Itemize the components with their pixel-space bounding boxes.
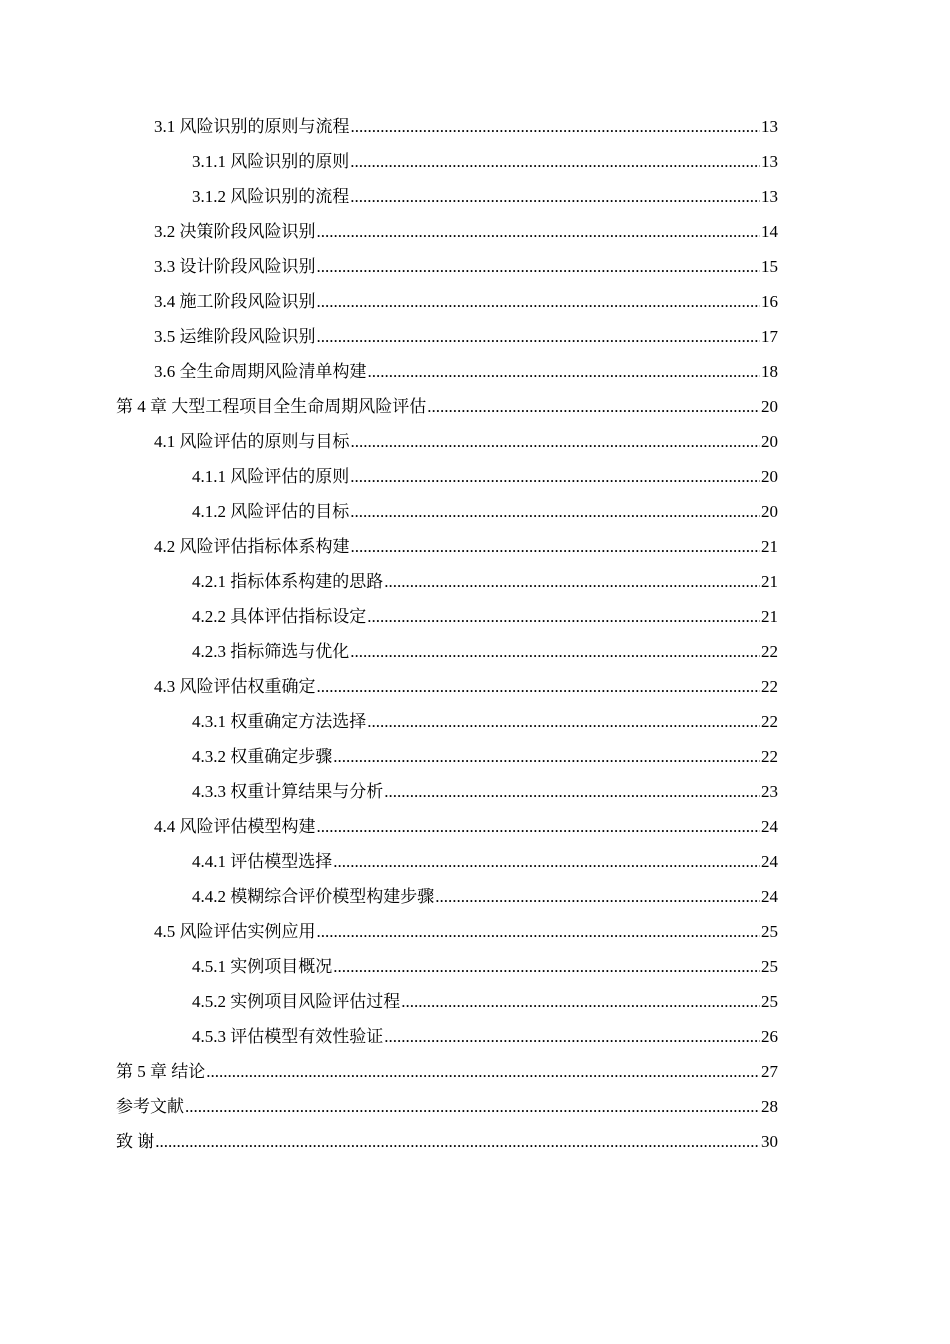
- toc-page-number: 25: [761, 992, 778, 1011]
- toc-dot-leader: [333, 740, 760, 774]
- toc-entry[interactable]: [192, 495, 778, 529]
- toc-dot-leader: [367, 600, 760, 634]
- toc-entry-title: 4.2.3 指标筛选与优化: [192, 642, 350, 661]
- toc-entry[interactable]: [154, 285, 778, 319]
- toc-page-number: 18: [761, 362, 778, 381]
- toc-page-number: 20: [761, 467, 778, 486]
- toc-dot-leader: [351, 425, 761, 459]
- toc-entry[interactable]: [154, 425, 778, 459]
- toc-dot-leader: [368, 355, 761, 389]
- toc-page-number: 22: [761, 642, 778, 661]
- toc-entry[interactable]: [154, 810, 778, 844]
- toc-entry-title: 4.3.1 权重确定方法选择: [192, 712, 367, 731]
- toc-dot-leader: [317, 320, 761, 354]
- toc-dot-leader: [350, 635, 760, 669]
- toc-page-number: 14: [761, 222, 778, 241]
- toc-dot-leader: [384, 565, 760, 599]
- toc-entry-title: 4.5.2 实例项目风险评估过程: [192, 992, 401, 1011]
- toc-page-number: 13: [761, 117, 778, 136]
- toc-entry[interactable]: [192, 950, 778, 984]
- toc-dot-leader: [384, 775, 760, 809]
- toc-dot-leader: [350, 180, 760, 214]
- toc-entry[interactable]: [116, 1055, 778, 1089]
- toc-entry-title: 3.5 运维阶段风险识别: [154, 327, 316, 346]
- toc-entry[interactable]: [192, 705, 778, 739]
- toc-dot-leader: [384, 1020, 760, 1054]
- toc-entry-title: 3.2 决策阶段风险识别: [154, 222, 316, 241]
- toc-entry[interactable]: [154, 320, 778, 354]
- toc-entry[interactable]: [192, 180, 778, 214]
- toc-entry-title: 4.3.3 权重计算结果与分析: [192, 782, 384, 801]
- toc-page-number: 21: [761, 607, 778, 626]
- toc-entry[interactable]: [154, 530, 778, 564]
- toc-page-number: 24: [761, 817, 778, 836]
- toc-entry-title: 4.3 风险评估权重确定: [154, 677, 316, 696]
- toc-entry[interactable]: [192, 740, 778, 774]
- toc-entry-title: 参考文献: [116, 1097, 184, 1116]
- toc-dot-leader: [367, 705, 760, 739]
- toc-page-number: 25: [761, 957, 778, 976]
- toc-entry[interactable]: [116, 1090, 778, 1124]
- toc-page-number: 17: [761, 327, 778, 346]
- toc-entry[interactable]: [192, 145, 778, 179]
- toc-entry[interactable]: [192, 565, 778, 599]
- toc-entry[interactable]: [154, 110, 778, 144]
- toc-page-number: 20: [761, 502, 778, 521]
- toc-entry-title: 4.2.1 指标体系构建的思路: [192, 572, 384, 591]
- toc-page-number: 28: [761, 1097, 778, 1116]
- toc-entry-title: 4.3.2 权重确定步骤: [192, 747, 333, 766]
- toc-entry[interactable]: [192, 775, 778, 809]
- toc-entry[interactable]: [192, 1020, 778, 1054]
- toc-entry[interactable]: [192, 600, 778, 634]
- toc-entry-title: 3.1.2 风险识别的流程: [192, 187, 350, 206]
- toc-page-number: 30: [761, 1132, 778, 1151]
- toc-page-number: 20: [761, 432, 778, 451]
- toc-dot-leader: [317, 285, 761, 319]
- toc-dot-leader: [351, 530, 761, 564]
- toc-page-number: 15: [761, 257, 778, 276]
- toc-entry[interactable]: [192, 845, 778, 879]
- toc-entry-title: 3.1.1 风险识别的原则: [192, 152, 350, 171]
- toc-entry[interactable]: [116, 390, 778, 424]
- toc-entry[interactable]: [154, 250, 778, 284]
- toc-page-number: 21: [761, 572, 778, 591]
- toc-dot-leader: [401, 985, 760, 1019]
- toc-entry-title: 4.1 风险评估的原则与目标: [154, 432, 350, 451]
- toc-dot-leader: [350, 460, 760, 494]
- toc-page-number: 24: [761, 852, 778, 871]
- toc-page-number: 23: [761, 782, 778, 801]
- toc-entry[interactable]: [154, 355, 778, 389]
- toc-dot-leader: [155, 1125, 760, 1159]
- toc-entry-title: 第 4 章 大型工程项目全生命周期风险评估: [116, 397, 427, 416]
- toc-page-number: 13: [761, 187, 778, 206]
- toc-dot-leader: [206, 1055, 760, 1089]
- toc-dot-leader: [317, 670, 761, 704]
- toc-entry-title: 3.4 施工阶段风险识别: [154, 292, 316, 311]
- toc-page-number: 22: [761, 677, 778, 696]
- toc-dot-leader: [317, 250, 761, 284]
- toc-dot-leader: [333, 845, 760, 879]
- toc-entry[interactable]: [154, 915, 778, 949]
- toc-entry-title: 第 5 章 结论: [116, 1062, 206, 1081]
- toc-entry[interactable]: [192, 460, 778, 494]
- toc-dot-leader: [317, 215, 761, 249]
- toc-entry-title: 4.4.2 模糊综合评价模型构建步骤: [192, 887, 435, 906]
- toc-dot-leader: [435, 880, 760, 914]
- toc-entry-title: 4.1.1 风险评估的原则: [192, 467, 350, 486]
- toc-dot-leader: [185, 1090, 760, 1124]
- toc-dot-leader: [350, 495, 760, 529]
- toc-page-number: 26: [761, 1027, 778, 1046]
- toc-dot-leader: [427, 390, 760, 424]
- toc-entry[interactable]: [116, 1125, 778, 1159]
- toc-page-number: 16: [761, 292, 778, 311]
- toc-dot-leader: [333, 950, 760, 984]
- toc-entry[interactable]: [192, 985, 778, 1019]
- toc-dot-leader: [317, 915, 761, 949]
- toc-entry-title: 致 谢: [116, 1132, 155, 1151]
- toc-entry[interactable]: [192, 880, 778, 914]
- toc-entry-title: 4.2.2 具体评估指标设定: [192, 607, 367, 626]
- toc-entry[interactable]: [154, 215, 778, 249]
- toc-entry-title: 4.5.1 实例项目概况: [192, 957, 333, 976]
- toc-entry-title: 4.5 风险评估实例应用: [154, 922, 316, 941]
- toc-dot-leader: [317, 810, 761, 844]
- toc-entry-title: 4.2 风险评估指标体系构建: [154, 537, 350, 556]
- toc-entry[interactable]: [154, 670, 778, 704]
- toc-entry-title: 4.4 风险评估模型构建: [154, 817, 316, 836]
- toc-entry-title: 4.5.3 评估模型有效性验证: [192, 1027, 384, 1046]
- toc-dot-leader: [351, 110, 761, 144]
- toc-page-number: 27: [761, 1062, 778, 1081]
- toc-entry-title: 3.3 设计阶段风险识别: [154, 257, 316, 276]
- toc-entry-title: 3.1 风险识别的原则与流程: [154, 117, 350, 136]
- toc-page-number: 21: [761, 537, 778, 556]
- toc-entry-title: 4.1.2 风险评估的目标: [192, 502, 350, 521]
- toc-entry-title: 4.4.1 评估模型选择: [192, 852, 333, 871]
- toc-dot-leader: [350, 145, 760, 179]
- toc-page-number: 22: [761, 712, 778, 731]
- toc-page-number: 22: [761, 747, 778, 766]
- toc-page-number: 25: [761, 922, 778, 941]
- toc-page-number: 13: [761, 152, 778, 171]
- toc-page-number: 24: [761, 887, 778, 906]
- toc-entry-title: 3.6 全生命周期风险清单构建: [154, 362, 367, 381]
- toc-page-number: 20: [761, 397, 778, 416]
- toc-entry[interactable]: [192, 635, 778, 669]
